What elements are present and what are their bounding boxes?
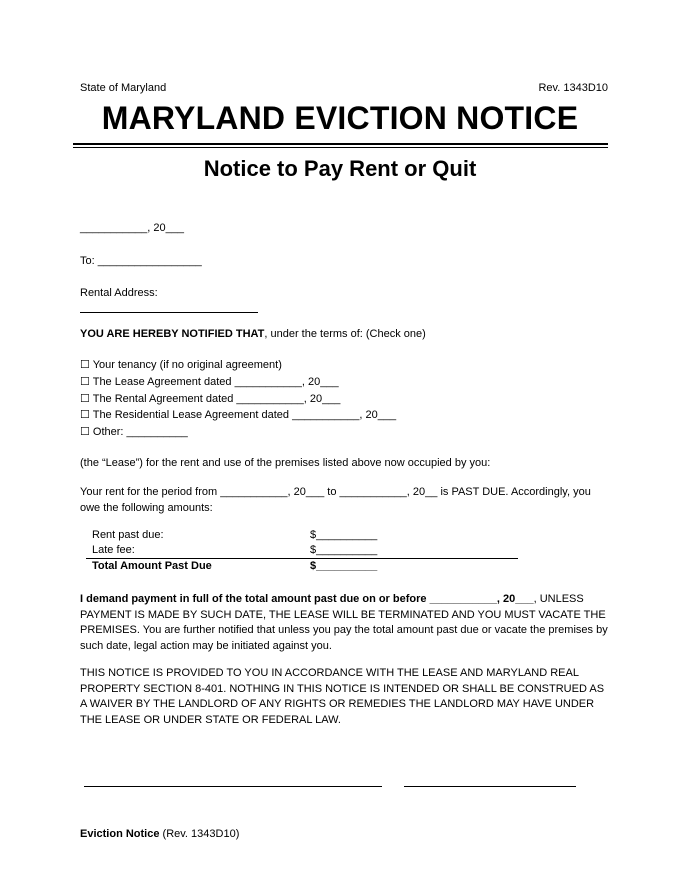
footer-bold: Eviction Notice: [80, 828, 160, 840]
document-subtitle: Notice to Pay Rent or Quit: [203, 156, 477, 181]
rent-past-due-value: $__________: [310, 529, 378, 541]
document-title: MARYLAND EVICTION NOTICE: [101, 100, 579, 136]
title-rule-thick: [73, 143, 608, 145]
title-rule-thin: [73, 147, 608, 148]
notified-bold: YOU ARE HEREBY NOTIFIED THAT: [80, 328, 265, 340]
option-other: ☐ Other: __________: [80, 426, 188, 438]
rental-address-line: [80, 312, 258, 313]
demand-rest: , UNLESS PAYMENT IS MADE BY SUCH DATE, THE LEASE WILL BE TERMINATED AND YOU MUST VACATE THE PREMISES. You are further notified that unless you pay the total amount past due or vacate the premises by such date, legal action may be initiated against you.: [80, 593, 608, 652]
notified-rest: , under the terms of: (Check one): [264, 328, 426, 340]
lease-definition: (the “Lease”) for the rent and use of the premises listed above now occupied by you:: [80, 457, 491, 469]
to-field: To: _________________: [80, 255, 202, 267]
amount-total-rule: [86, 558, 518, 559]
rent-past-due-label: Rent past due:: [92, 529, 164, 541]
option-tenancy: ☐ Your tenancy (if no original agreement): [80, 359, 282, 371]
date-field: ___________, 20___: [80, 222, 184, 234]
option-lease-agreement: ☐ The Lease Agreement dated ___________, 20___: [80, 376, 339, 388]
revision-label: Rev. 1343D10: [538, 82, 608, 94]
notified-statement: [80, 328, 426, 340]
signature-date-line: [404, 786, 576, 787]
signature-line: [84, 786, 382, 787]
total-label: Total Amount Past Due: [92, 560, 212, 572]
demand-bold: I demand payment in full of the total amount past due on or before ___________, 20___: [80, 593, 534, 605]
late-fee-value: $__________: [310, 544, 378, 556]
total-value: $__________: [310, 560, 378, 572]
legal-paragraph: THIS NOTICE IS PROVIDED TO YOU IN ACCORDANCE WITH THE LEASE AND MARYLAND REAL PROPERTY SECTION 8-401. NOTHING IN THIS NOTICE IS INTENDED OR SHALL BE CONSTRUED AS A WAIVER BY THE LANDLORD OF ANY RIGHTS OR REMEDIES THE LANDLORD MAY HAVE UNDER THE LEASE OR UNDER STATE OR FEDERAL LAW.: [80, 667, 605, 726]
option-rental-agreement: ☐ The Rental Agreement dated ___________, 20___: [80, 393, 341, 405]
state-label: State of Maryland: [80, 82, 167, 94]
footer-label: [80, 828, 239, 840]
footer-rest: (Rev. 1343D10): [159, 828, 240, 840]
option-residential-lease: ☐ The Residential Lease Agreement dated ___________, 20___: [80, 409, 397, 421]
rental-address-label: Rental Address:: [80, 287, 158, 299]
rent-period-paragraph: Your rent for the period from ___________, 20___ to ___________, 20__ is PAST DUE. Accordingly, you owe the following amounts:: [80, 486, 591, 514]
late-fee-label: Late fee:: [92, 544, 135, 556]
demand-paragraph: [80, 592, 610, 654]
